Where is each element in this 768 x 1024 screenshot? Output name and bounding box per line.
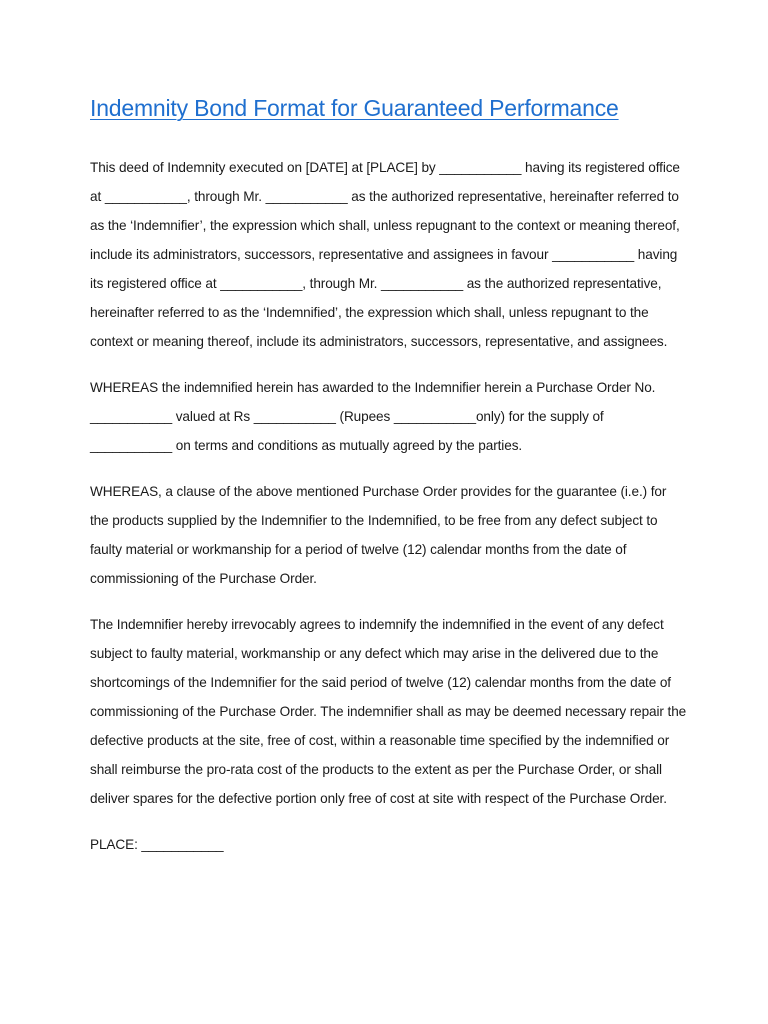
place-field: PLACE: ___________ xyxy=(90,837,224,852)
document-page xyxy=(90,92,688,859)
document-title: Indemnity Bond Format for Guaranteed Performance xyxy=(90,95,619,121)
paragraph-whereas-guarantee-clause: WHEREAS, a clause of the above mentioned Purchase Order provides for the guarantee (i.e.) for the products supplied by the Indemnifier to the Indemnified, to be free from any defect subject to faulty material or workmanship for a period of twelve (12) calendar months from the date of commissioning of the Purchase Order. xyxy=(90,484,667,586)
paragraph-deed-intro: This deed of Indemnity executed on [DATE] at [PLACE] by ___________ having its registered office at ___________, through Mr. ___________ as the authorized representative, hereinafter referred to as the ‘Indemnifier’, the expression which shall, unless repugnant to the context or meaning thereof, include its administrators, successors, representative and assignees in favour ___________ having its registered office at ___________, through Mr. ___________ as the authorized representative, hereinafter referred to as the ‘Indemnified’, the expression which shall, unless repugnant to the context or meaning thereof, include its administrators, successors, representative, and assignees. xyxy=(90,160,680,349)
paragraph-indemnity-agreement: The Indemnifier hereby irrevocably agrees to indemnify the indemnified in the event of any defect subject to faulty material, workmanship or any defect which may arise in the delivered due to the shortcomings of the Indemnifier for the said period of twelve (12) calendar months from the date of commissioning of the Purchase Order. The indemnifier shall as may be deemed necessary repair the defective products at the site, free of cost, within a reasonable time specified by the indemnified or shall reimburse the pro-rata cost of the products to the extent as per the Purchase Order, or shall deliver spares for the defective portion only free of cost at site with respect of the Purchase Order. xyxy=(90,617,687,806)
paragraph-whereas-purchase-order: WHEREAS the indemnified herein has awarded to the Indemnifier herein a Purchase Order No. ___________ valued at Rs ___________ (Rupees ___________only) for the supply of ___________ on terms and conditions as mutually agreed by the parties. xyxy=(90,380,656,453)
